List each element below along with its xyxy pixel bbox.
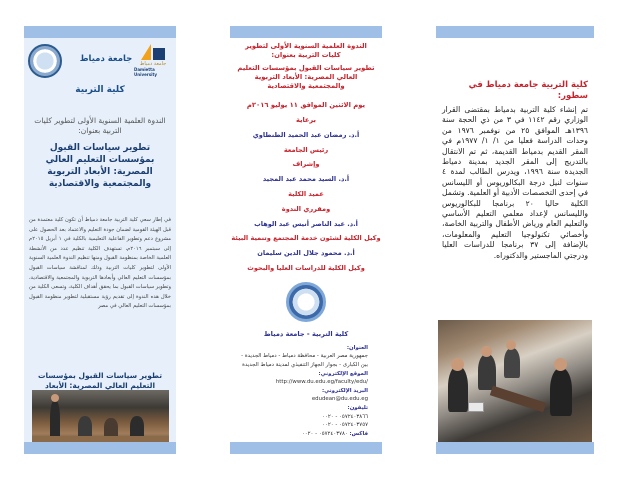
- meeting-photo: [438, 320, 592, 442]
- person-head: [481, 346, 492, 357]
- bottom-band: [436, 442, 594, 454]
- person-figure: [550, 368, 572, 416]
- person-head: [451, 358, 464, 371]
- website-link[interactable]: http://www.du.edu.eg/faculty/edu/: [275, 379, 368, 386]
- bottom-band: [24, 442, 176, 454]
- patron-name: أ.د. محمود جلال الدين سليمان: [257, 249, 355, 258]
- person-figure: [478, 354, 496, 390]
- email-link[interactable]: edudean@du.edu.eg: [311, 396, 368, 403]
- university-logo-ar: جامعة دمياط: [139, 61, 167, 67]
- intro-paragraph: في إطار سعي كلية التربية جامعة دمياط أن تكون كلية معتمدة من قبل الهيئة القومية لضمان جودة التعليم والاعتماد بعد الحصول على مشروع دعم وتطوير الفاعلية التعليمية بالكلية في ١ أبريل ٢٠١٥م إلى سبتمبر ٢٠١٦م، تستهدف الكلية تنظيم عدد من الأنشطة العلمية الخاصة بمنظومة القبول ومنها تنظيم الندوة العلمية السنوية الأولى لتطوير كليات التربية وذلك لمناقشة سياسات القبول بمؤسسات التعليم العالي وأبعادها التربوية والمجتمعية والاقتصادية، وتطوير سياسات القبول بما يحقق أهداف الكلية، وتسعى الكلية من خلال هذه الندوة إلى تقديم رؤية مستقبلية لتطوير منظومة القبول بمؤسسات التعليم العالي في مصر: [29, 217, 171, 310]
- faculty-name: كلية التربية - جامعة دمياط: [263, 329, 349, 338]
- bottom-band: [230, 442, 382, 454]
- faculty-name: كلية التربية: [75, 85, 125, 95]
- meeting-table: [490, 386, 546, 413]
- patron-name: أ.د. رمضان عبد الحميد الطنطاوي: [252, 130, 360, 139]
- person-figure: [50, 400, 60, 440]
- person-figure: [104, 418, 118, 438]
- person-figure: [448, 366, 468, 412]
- right-panel: [436, 26, 594, 454]
- top-band: [436, 26, 594, 38]
- website-label: الموقع الإلكتروني:: [318, 370, 368, 377]
- patron-role: وكيل الكلية لشئون خدمة المجتمع وتنمية البيئة: [231, 234, 381, 243]
- patron-role: عميد الكلية: [288, 189, 324, 198]
- fax-label: فاكس:: [349, 430, 368, 437]
- person-figure: [130, 416, 144, 438]
- patron-name: أ.د. السيد محمد عبد المجيد: [262, 175, 350, 184]
- university-name: جامعة دمياط: [79, 54, 133, 64]
- symposium-date: يوم الاثنين الموافق ١١ يوليو ٢٠١٦م: [246, 101, 366, 109]
- phone-number: ٠٥٧٢٤٠٣٧٥٧ - ٠٠٢٠: [322, 422, 368, 429]
- patron-label: وإشراف: [292, 160, 320, 169]
- person-head: [554, 358, 567, 371]
- university-logo: [134, 42, 172, 80]
- person-figure: [504, 348, 520, 378]
- contact-info: [238, 344, 368, 439]
- top-band: [24, 26, 176, 38]
- laptop: [468, 402, 484, 412]
- symposium-subtitle: الندوة العلمية السنوية الأولى لتطوير كليات التربية بعنوان:: [34, 116, 166, 135]
- patron-name: أ.د. عبد الناصر أنيس عبد الوهاب: [254, 219, 358, 228]
- fax-number: ٠٥٧٢٤٠٣٧٨٠ - ٠٠٢٠: [301, 430, 348, 437]
- email-label: البريد الإلكتروني:: [322, 387, 368, 394]
- university-logo-en: Damietta University: [134, 67, 158, 77]
- top-band: [230, 26, 382, 38]
- person-head: [506, 340, 516, 350]
- phone-number: ٠٥٧٢٤٠٣٨٦٦ - ٠٠٢٠: [322, 413, 368, 420]
- phone-label: تليفون:: [347, 404, 368, 411]
- patrons-list: [230, 113, 382, 276]
- symposium-title: تطوير سياسات القبول بمؤسسات التعليم العالي المصرية: الأبعاد التربوية والمجتمعية والاقتصادية: [237, 64, 375, 90]
- patron-role: رئيس الجامعة: [283, 145, 329, 154]
- faculty-logo: [28, 44, 62, 78]
- symposium-title: تطوير سياسات القبول بمؤسسات التعليم العالي المصرية: الأبعاد التربوية والمجتمعية والاقتصادية: [45, 143, 155, 189]
- faculty-logo: [286, 282, 326, 322]
- university-logo-mark: [141, 42, 165, 60]
- about-paragraph: تم إنشاء كلية التربية بدمياط بمقتضى القرار الوزاري رقم ١١٤٢ في ٣ من ذي الحجة سنة ١٣٩٦هـ الموافق ٢٥ من نوفمبر ١٩٧٦ من وحدات الدراسة فعليا من ١/ ١/ ١٩٧٧م في المقر القديم بدمياط القديمة، ثم تم الانتقال بالتدريج إلى المقر الجديد بمدينة دمياط الجديدة سنة ١٩٩٦، ويدرس الطالب لمدة ٤ سنوات لنيل درجة البكالوريوس أو الليسانس في إحدى التخصصات الأدبية أو العلمية. وتشمل الكلية حاليا ٢٠ برنامجا للبكالوريوس والليسانس لإعداد معلمي التعليم الأساسي والتعليم العام ورياض الأطفال والتربية الخاصة، وأخصائي تكنولوجيا التعليم والمعلومات، بالإضافة إلى ٣٧ برنامجا للدراسات العليا ودرجتي الماجستير والدكتوراه.: [442, 105, 588, 260]
- symposium-header: الندوة العلمية السنوية الأولى لتطوير كليات التربية بعنوان:: [245, 42, 367, 59]
- address-label: العنوان:: [346, 344, 368, 351]
- address-text: جمهورية مصر العربية - محافظة دمياط - دمياط الجديدة - بين الكبارى - بجوار الجهاز التنفيذي لمدينة دمياط الجديدة: [241, 353, 368, 368]
- patron-label: ومقرري الندوة: [281, 204, 331, 213]
- left-panel: [24, 26, 176, 454]
- person-head: [51, 394, 59, 402]
- bottom-title: تطوير سياسات القبول بمؤسسات التعليم العالي المصرية: الأبعاد: [37, 371, 163, 390]
- about-title: كلية التربية جامعة دمياط في سطور:: [468, 80, 588, 101]
- classroom-photo: [32, 390, 169, 448]
- patron-role: وكيل الكلية للدراسات العليا والبحوث: [247, 263, 365, 272]
- person-figure: [78, 416, 92, 438]
- patron-label: برعاية: [295, 116, 317, 124]
- middle-panel: [230, 26, 382, 454]
